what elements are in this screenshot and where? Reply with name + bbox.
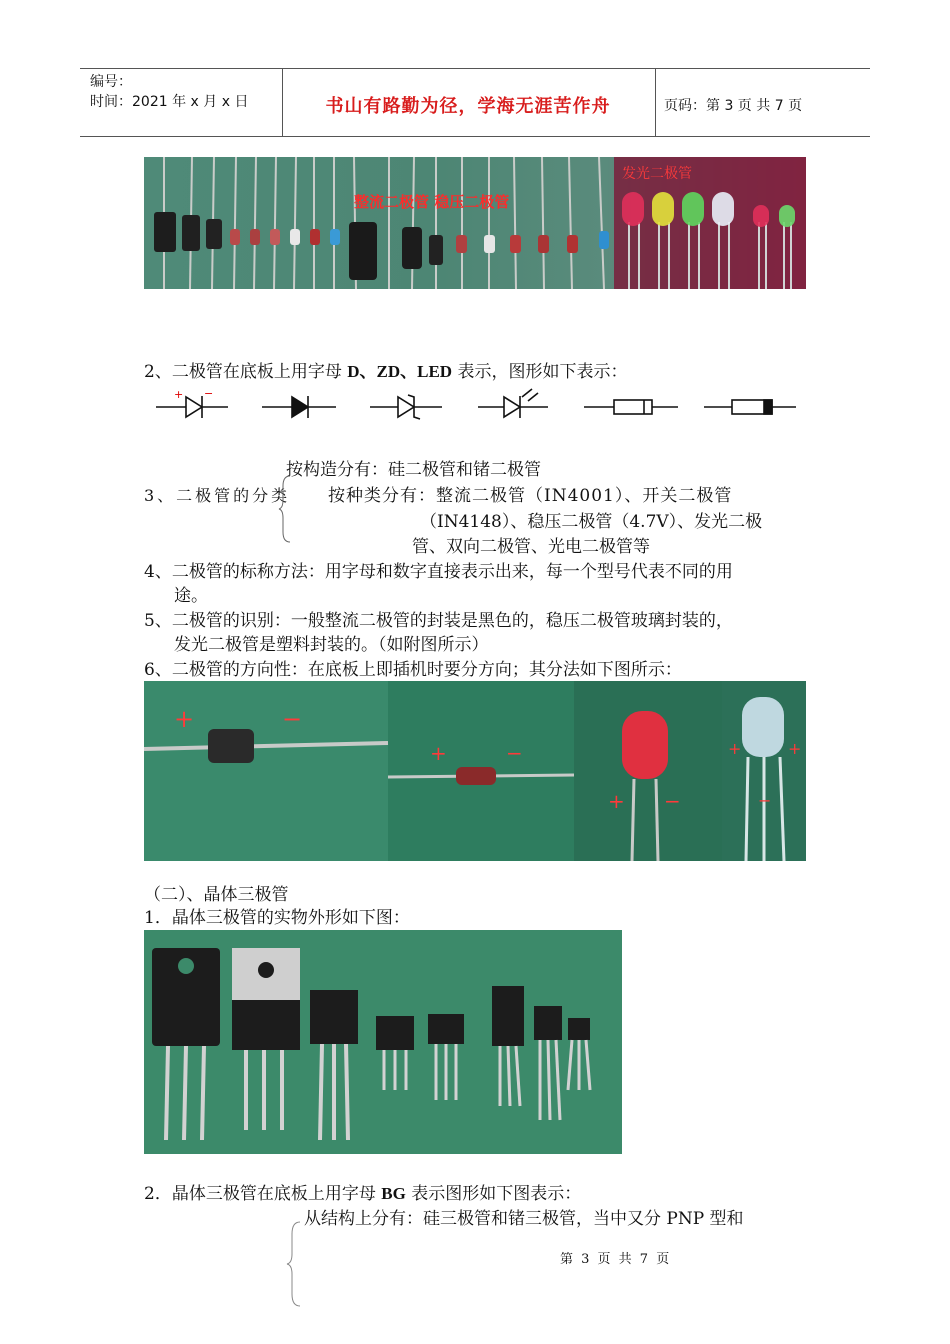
diodes-photo-illustration bbox=[144, 157, 806, 289]
header-divider bbox=[655, 68, 656, 136]
diode-symbols bbox=[150, 387, 810, 427]
item-4-line1: 4、二极管的标称方法：用字母和数字直接表示出来，每一个型号代表不同的用 bbox=[144, 562, 733, 582]
diode-package-band-symbol-icon bbox=[704, 400, 796, 414]
polarity-minus-3: − bbox=[664, 789, 681, 813]
brace-icon bbox=[278, 474, 292, 544]
svg-text:+: + bbox=[174, 388, 184, 401]
led-symbol-icon bbox=[478, 389, 548, 418]
doc-date: 时间：2021 年 x 月 x 日 bbox=[90, 94, 249, 110]
polarity-plus-2: + bbox=[430, 741, 447, 765]
item-2-text: 2、二极管在底板上用字母 D、ZD、LED 表示，图形如下表示： bbox=[144, 362, 628, 382]
diodes-photo bbox=[144, 157, 806, 289]
polarity-photo-illustration bbox=[144, 681, 806, 861]
header-bottom-rule bbox=[80, 136, 870, 137]
doc-number-label: 编号： bbox=[90, 74, 132, 90]
page-footer: 第 3 页 共 7 页 bbox=[560, 1252, 672, 1267]
polarity-photo bbox=[144, 681, 806, 861]
header-top-rule bbox=[80, 68, 870, 69]
transistors-photo bbox=[144, 930, 622, 1154]
header-page-info: 页码：第 3 页 共 7 页 bbox=[664, 98, 803, 114]
item-3-line1: 按构造分有：硅二极管和锗二极管 bbox=[286, 460, 541, 480]
section-2-item-2: 2．晶体三极管在底板上用字母 BG 表示图形如下图表示： bbox=[144, 1184, 582, 1204]
polarity-plus-4: + bbox=[728, 739, 742, 758]
item-4-line2: 途。 bbox=[174, 586, 208, 606]
section-2-title: （二）、晶体三极管 bbox=[144, 885, 289, 905]
header-left bbox=[90, 72, 248, 112]
item-5-line2: 发光二极管是塑料封装的。（如附图所示） bbox=[174, 635, 489, 655]
polarity-plus-5: + bbox=[788, 739, 802, 758]
diode-symbol-icon bbox=[156, 387, 228, 418]
photo-label-rectifier-zener: 整流二极管 稳压二极管 bbox=[354, 193, 510, 211]
item-3-line3: （IN4148）、稳压二极管（4.7V）、发光二极 bbox=[420, 512, 763, 532]
section-2-structure: 从结构上分有：硅三极管和锗三极管，当中又分 PNP 型和 bbox=[304, 1209, 744, 1229]
diode-package-symbol-icon bbox=[584, 400, 678, 414]
brace-icon bbox=[286, 1220, 302, 1308]
polarity-plus-3: + bbox=[608, 789, 625, 813]
photo-label-led: 发光二极管 bbox=[622, 166, 692, 182]
svg-text:−: − bbox=[204, 387, 214, 400]
item-6-line1: 6、二极管的方向性：在底板上即插机时要分方向；其分法如下图所示： bbox=[144, 660, 682, 680]
polarity-plus-1: + bbox=[174, 705, 195, 733]
header-motto: 书山有路勤为径，学海无涯苦作舟 bbox=[325, 96, 611, 117]
item-5-line1: 5、二极管的识别：一般整流二极管的封装是黑色的，稳压二极管玻璃封装的， bbox=[144, 611, 733, 631]
transistors-photo-illustration bbox=[144, 930, 622, 1154]
section-2-item-1: 1．晶体三极管的实物外形如下图： bbox=[144, 908, 410, 928]
polarity-minus-1: − bbox=[282, 705, 303, 733]
item-3-line4: 管、双向二极管、光电二极管等 bbox=[412, 537, 650, 557]
item-3-prefix: 3、二极管的分类 bbox=[144, 486, 291, 505]
zener-diode-symbol-icon bbox=[370, 395, 442, 419]
polarity-minus-2: − bbox=[506, 741, 523, 765]
diode-filled-symbol-icon bbox=[262, 396, 336, 418]
item-3-line2: 按种类分有：整流二极管（IN4001）、开关二极管 bbox=[328, 486, 733, 506]
polarity-minus-4: − bbox=[758, 791, 772, 810]
